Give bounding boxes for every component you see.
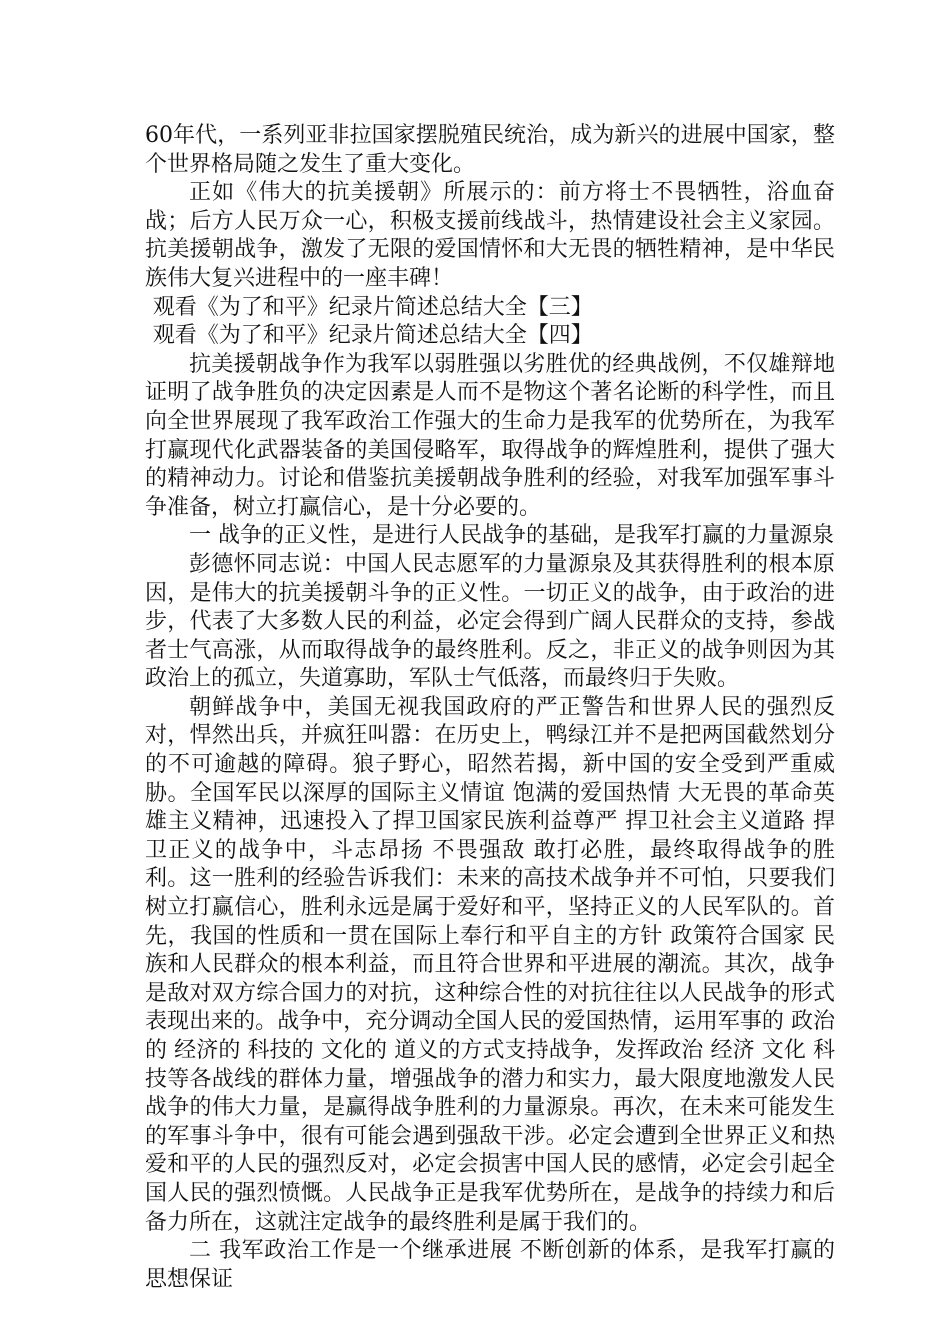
paragraph-peng-dehuai: 彭德怀同志说：中国人民志愿军的力量源泉及其获得胜利的根本原因，是伟大的抗美援朝斗争的正义性。一切正义的战争，由于政治的进步，代表了大多数人民的利益，必定会得到广阔人民群众的支持，参战者士气高涨，从而取得战争的最终胜利。反之，非正义的战争则因为其政治上的孤立，失道寡助，军队士气低落，而最终归于失败。	[145, 551, 835, 692]
subheading-one: 一 战争的正义性，是进行人民战争的基础，是我军打赢的力量源泉	[189, 523, 834, 549]
section-heading-four: 观看《为了和平》纪录片简述总结大全【四】	[152, 323, 593, 349]
paragraph-korean-war: 朝鲜战争中，美国无视我国政府的严正警告和世界人民的强烈反对，悍然出兵，并疯狂叫嚣：在历史上，鸭绿江并不是把两国截然划分的不可逾越的障碍。狼子野心，昭然若揭，新中国的安全受到严重威胁。全国军民以深厚的国际主义情谊 饱满的爱国热情 大无畏的革命英雄主义精神，迅速投入了捍卫国家民族利益尊严 捍卫社会主义道路 捍卫正义的战争中，斗志昂扬 不畏强敌 敢打必胜，最终取得战争的胜利。这一胜利的经验告诉我们：未来的高技术战争并不可怕，只要我们树立打赢信心，胜利永远是属于爱好和平，坚持正义的人民军队的。首先，我国的性质和一贯在国际上奉行和平自主的方针 政策符合国家 民族和人民群众的根本利益，而且符合世界和平进展的潮流。其次，战争是敌对双方综合国力的对抗，这种综合性的对抗往往以人民战争的形式表现出来的。战争中，充分调动全国人民的爱国热情，运用军事的 政治的 经济的 科技的 文化的 道义的方式支持战争，发挥政治 经济 文化 科技等各战线的群体力量，增强战争的潜力和实力，最大限度地激发人民战争的伟大力量，是赢得战争胜利的力量源泉。再次，在未来可能发生的军事斗争中，很有可能会遇到强敌干涉。必定会遭到全世界正义和热爱和平的人民的强烈反对，必定会损害中国人民的感情，必定会引起全国人民的强烈愤慨。人民战争正是我军优势所在，是战争的持续力和后备力所在，这就注定战争的最终胜利是属于我们的。	[145, 694, 835, 1235]
section-heading-three: 观看《为了和平》纪录片简述总结大全【三】	[152, 294, 593, 320]
paragraph-overview: 抗美援朝战争作为我军以弱胜强以劣胜优的经典战例，不仅雄辩地证明了战争胜负的决定因素是人而不是物这个著名论断的科学性，而且向全世界展现了我军政治工作强大的生命力是我军的优势所在，为我军打赢现代化武器装备的美国侵略军，取得战争的辉煌胜利，提供了强大的精神动力。讨论和借鉴抗美援朝战争胜利的经验，对我军加强军事斗争准备，树立打赢信心，是十分必要的。	[145, 351, 835, 520]
paragraph-film-summary: 正如《伟大的抗美援朝》所展示的：前方将士不畏牺牲，浴血奋战；后方人民万众一心，积极支援前线战斗，热情建设社会主义家园。抗美援朝战争，激发了无限的爱国情怀和大无畏的牺牲精神，是中华民族伟大复兴进程中的一座丰碑！	[145, 180, 835, 291]
subheading-two: 二 我军政治工作是一个继承进展 不断创新的体系，是我军打赢的思想保证	[145, 1238, 835, 1292]
document-page	[145, 122, 835, 1294]
paragraph-intro: 60年代，一系列亚非拉国家摆脱殖民统治，成为新兴的进展中国家，整个世界格局随之发生了重大变化。	[145, 123, 835, 177]
